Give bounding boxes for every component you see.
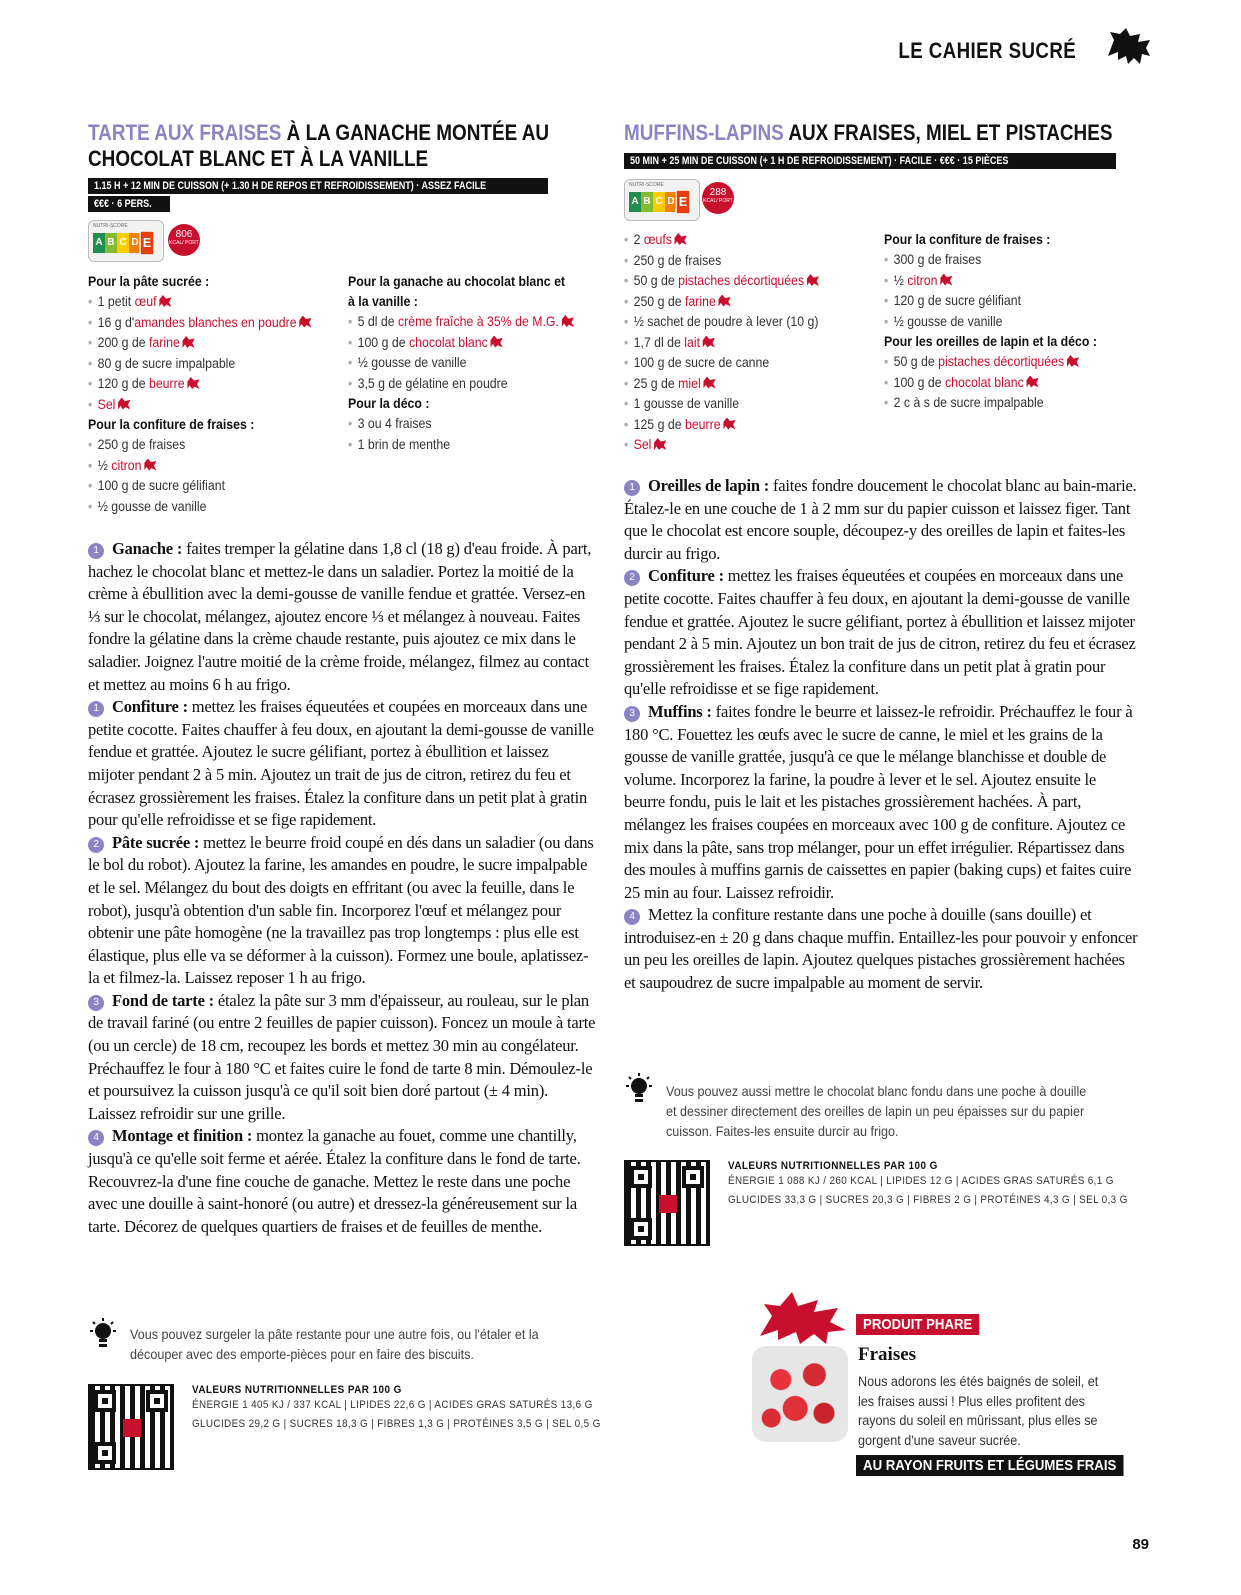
nutri-score-letter: D [129,233,141,253]
ingredient-item: • 100 g de sucre de canne [624,352,853,373]
step-number: 3 [88,995,104,1011]
ingredient-item: • 1 petit œuf [88,291,308,312]
lightbulb-icon [624,1073,654,1109]
page-number: 89 [1132,1536,1149,1553]
lion-brand-icon [144,459,156,471]
ingredient-item: • 3,5 g de gélatine en poudre [348,373,568,394]
lion-brand-icon [562,315,574,327]
step-text: faites fondre doucement le chocolat blanc au bain-marie. Étalez-le en une couche de 1 à 2 mm sur du papier cuisson et laissez figer. Tant que le chocolat est encore souple, découpez-y des oreilles de lapin et faites-les durcir au frigo. [624,476,1137,563]
ingredient-item: • 16 g d'amandes blanches en poudre [88,312,308,333]
ingredient-item: • 120 g de beurre [88,373,308,394]
ingredient-item: • 1,7 dl de lait [624,332,853,353]
lightbulb-icon [88,1318,118,1354]
ingredient-brand-link: Sel [97,395,116,412]
ingredient-item: • ½ gousse de vanille [88,496,308,517]
qr-code-1[interactable] [88,1384,174,1470]
lion-brand-icon [1067,355,1079,367]
step-title: Ganache : [112,539,183,558]
ingredient-heading: Pour les oreilles de lapin et la déco : [884,333,1097,349]
lion-brand-icon [675,233,687,245]
lion-brand-icon [718,295,730,307]
ingredient-item: • 80 g de sucre impalpable [88,353,308,374]
recipe-1-steps [88,538,598,1238]
recipe-step [88,990,598,1126]
lion-logo-icon [1106,26,1152,66]
kcal-badge: 806 KCAL/ PORT [168,224,200,256]
recipe-1-meta-line2: €€€ · 6 PERS. [88,196,170,212]
ingredient-item [624,434,853,455]
recipe-step [88,1125,598,1238]
nutri-score-letter: D [665,192,677,212]
ingredient-heading: Pour la confiture de fraises : [88,416,255,432]
step-number: 2 [624,570,640,586]
ingredient-brand-link: œuf [134,293,157,309]
nutri-score-letter: A [93,233,105,253]
step-title: Confiture : [648,566,724,586]
step-text: faites fondre le beurre et laissez-le refroidir. Préchauffez le four à 180 °C. Fouettez les œufs avec le sucre de canne, le miel et les grains de la gousse de vanille grattée, jusqu'à ce que le mélange blanchisse et double de volume. Incorporez la farine, la poudre à lever et le sel. Ajoutez ensuite le beurre fondu, puis le lait et les pistaches grossièrement hachées. À part, mélangez les fraises coupées en morceaux avec 100 g de confiture. Ajoutez ce mix dans la pâte, sans trop mélanger, pour un effet irrégulier. Répartissez dans des moules à muffins garnis de caissettes en papier (baking cups) et faites cuire 25 min au four. Laissez refroidir. [624,701,1133,902]
recipe-2-tip: Vous pouvez aussi mettre le chocolat blanc fondu dans une poche à douille et dessiner directement des oreilles de lapin un peu épaisses sur du papier cuisson. Faites-les ensuite durcir au frigo. [666,1083,1087,1139]
lion-brand-icon [723,418,735,430]
ingredient-item: • 125 g de beurre [624,414,853,435]
nutri-score-letter: A [629,192,641,212]
red-lion-icon [756,1286,852,1346]
step-title: Montage et finition : [112,1126,253,1146]
strawberries-image [752,1346,848,1442]
recipe-step [624,565,1139,701]
nutri-score-letter: C [117,233,129,253]
ingredient-item [88,394,308,415]
section-title: LE CAHIER SUCRÉ [898,38,1076,63]
step-text: mettez les fraises équeutées et coupées en morceaux dans une petite cocotte. Faites chauffer à feu doux, en ajoutant la demi-gousse de vanille fendue et grattée. Ajoutez le sucre gélifiant, portez à ébullition et laissez mijoter pendant 2 à 5 min. Ajoutez un trait de jus de citron, retirez du feu et écrasez grossièrement les fraises. Étalez la confiture dans un petit plat à gratin pour qu'elle refroidisse et se fige rapidement. [88,697,594,830]
step-title: Fond de tarte : [112,990,214,1010]
ingredient-item: • 100 g de chocolat blanc [348,332,568,353]
recipe-1-nutrition: VALEURS NUTRITIONNELLES PAR 100 G ÉNERGIE 1 405 KJ / 337 KCAL | LIPIDES 22,6 G | ACIDES GRAS SATURÉS 13,6 G GLUCIDES 29,2 G | SUCRES 18,3 G | FIBRES 1,3 G | PROTÉINES 3,5 G | SEL 0,5 G [192,1384,601,1430]
ingredient-item: • 2 œufs [624,229,853,250]
recipe-1-meta-line1: 1.15 H + 12 MIN DE CUISSON (+ 1.30 H DE REPOS ET REFROIDISSEMENT) · ASSEZ FACILE [88,178,548,194]
product-badge: PRODUIT PHARE [856,1314,996,1335]
lion-brand-icon [182,336,194,348]
step-text: montez la ganache au fouet, comme une chantilly, jusqu'à ce qu'elle soit ferme et aérée. Étalez la confiture dans le fond de tarte. Recouvrez-la d'une fine couche de ganache. Mettez le reste dans une poche avec une douille à saint-honoré (ou autre) et dressez-la généreusement sur la tarte. Décorez de quelques quartiers de fraises et de feuilles de menthe. [88,1126,581,1236]
step-text: mettez le beurre froid coupé en dés dans un saladier (ou dans le bol du robot). Ajoutez la farine, les amandes en poudre, le sucre impalpable et le sel. Mélangez du bout des doigts en effritant (ou avec la feuille, dans le robot), jusqu'à obtention d'un sable fin. Incorporez l'œuf et mélangez pour obtenir une pâte homogène (ne la travaillez pas trop longtemps : plus elle est élastique, plus elle va se déformer à la cuisson). Formez une boule, aplatissez-la et filmez-la. Laissez reposer 1 h au frigo. [88,832,594,988]
step-number: 2 [88,837,104,853]
recipe-2-meta [624,151,1116,169]
nutri-score-badge-2: NUTRI-SCORE A B C D E [624,179,700,221]
recipe-step [624,904,1139,994]
ingredient-item: • 5 dl de crème fraîche à 35% de M.G. [348,311,568,332]
recipe-1-tip: Vous pouvez surgeler la pâte restante pour une autre fois, ou l'étaler et la découper avec des emporte-pièces pour en faire des biscuits. [130,1326,539,1362]
nutri-score-letter: E [140,231,155,256]
ingredient-brand-link: amandes blanches en poudre [134,313,297,330]
step-title: Confiture : [112,697,188,717]
ingredient-item: • 50 g de pistaches décortiquées [624,270,853,291]
recipe-2-nutrition: VALEURS NUTRITIONNELLES PAR 100 G ÉNERGIE 1 088 KJ / 260 KCAL | LIPIDES 12 G | ACIDES GRAS SATURÉS 6,1 G GLUCIDES 33,3 G | SUCRES 20,3 G | FIBRES 2 G | PROTÉINES 4,3 G | SEL 0,3 G [728,1160,1128,1206]
product-description: Nous adorons les étés baignés de soleil, et les fraises aussi ! Plus elles profitent des rayons du soleil en mûrissant, plus elles se gorgent d'une saveur sucrée. [858,1373,1099,1448]
recipe-step [624,701,1139,904]
recipe-2-meta-line1: 50 MIN + 25 MIN DE CUISSON (+ 1 H DE REFROIDISSEMENT) · FACILE · €€€ · 15 PIÈCES [624,153,1116,169]
ingredient-brand-link: miel [678,374,701,391]
recipe-1-ingredients-col2 [348,271,598,454]
ingredient-item: • ½ citron [88,455,308,476]
ingredient-heading: Pour la pâte sucrée : [88,273,210,289]
step-text: faites tremper la gélatine dans 1,8 cl (18 g) d'eau froide. À part, hachez le chocolat blanc et mettez-le dans un saladier. Portez la moitié de la crème à ébullition avec la demi-gousse de vanille fendue et grattée. Versez-en ⅓ sur le chocolat, mélangez, ajoutez encore ⅓ et mélangez à nouveau. Faites fondre la gélatine dans la crème chaude restante, puis ajoutez ce mix dans le saladier. Joignez l'autre moitié de la crème froide, mélangez, filmez au contact et mettez au moins 6 h au frigo. [88,539,592,694]
product-rayon: AU RAYON FRUITS ET LÉGUMES FRAIS [856,1455,1160,1476]
ingredient-heading: Pour la ganache au chocolat blanc et [348,273,566,289]
ingredient-item: • 50 g de pistaches décortiquées [884,351,1113,372]
nutri-score-letter: B [105,233,117,253]
ingredient-brand-link: farine [148,334,180,350]
lion-brand-icon [1026,376,1038,388]
ingredient-heading: Pour la déco : [348,395,430,411]
ingredient-brand-link: chocolat blanc [944,373,1024,390]
recipe-1-meta [88,176,548,212]
ingredient-item: • 250 g de farine [624,291,853,312]
ingredient-brand-link: beurre [148,375,185,391]
ingredient-item: • 250 g de fraises [88,434,308,455]
ingredient-item: • ½ sachet de poudre à lever (10 g) [624,311,853,332]
recipe-1 [88,120,608,172]
recipe-step [88,696,598,832]
nutri-score-scale [93,233,153,253]
recipe-2-ingredients-col1 [624,229,884,455]
ingredient-brand-link: Sel [633,436,652,452]
nutri-score-letter: E [676,190,691,215]
lion-brand-icon [187,377,199,389]
lion-brand-icon [490,336,502,348]
lion-brand-icon [159,295,171,307]
ingredient-item: • 300 g de fraises [884,249,1113,270]
ingredient-brand-link: citron [907,271,938,288]
recipe-1-ingredients-col1 [88,271,338,516]
step-text: mettez les fraises équeutées et coupées en morceaux dans une petite cocotte. Faites chauffer à feu doux, en ajoutant la demi-gousse de vanille fendue et grattée. Ajoutez le sucre gélifiant, portez à ébullition et laissez mijoter pendant 2 à 5 min. Ajoutez un bon trait de jus de citron, retirez du feu et écrasez grossièrement les fraises. Étalez la confiture dans un petit plat à gratin pour qu'elle refroidisse et se fige rapidement. [624,566,1136,699]
ingredient-item: • 25 g de miel [624,373,853,394]
ingredient-item: • ½ citron [884,270,1113,291]
lion-brand-icon [118,398,130,410]
lion-brand-icon [703,377,715,389]
ingredient-item: • ½ gousse de vanille [348,352,568,373]
ingredient-item: • 200 g de farine [88,332,308,353]
lion-brand-icon [703,336,715,348]
lion-brand-icon [940,274,952,286]
recipe-step [624,475,1139,565]
ingredient-brand-link: pistaches décortiquées [678,272,805,288]
step-number: 3 [624,706,640,722]
lion-brand-icon [654,438,666,450]
ingredient-brand-link: œufs [643,231,672,247]
lion-brand-icon [807,274,819,286]
ingredient-item: • ½ gousse de vanille [884,311,1113,332]
ingredient-brand-link: lait [684,333,701,350]
step-title: Oreilles de lapin : [648,476,770,495]
step-title: Muffins : [648,701,712,721]
step-title: Pâte sucrée : [112,832,200,852]
step-number: 4 [88,1130,104,1146]
recipe-step [88,832,598,990]
nutri-score-scale-2 [629,192,689,212]
ingredient-item: • 1 gousse de vanille [624,393,853,414]
recipe-2-title: MUFFINS-LAPINS AUX FRAISES, MIEL ET PISTACHES [624,120,1113,145]
ingredient-brand-link: pistaches décortiquées [938,353,1065,369]
step-text: étalez la pâte sur 3 mm d'épaisseur, au rouleau, sur le plan de travail fariné (ou entre 2 feuilles de papier cuisson). Foncez un moule à tarte (ou un cercle) de 18 cm, recoupez les bords et mettez 30 min au congélateur. Préchauffez le four à 180 °C et faites cuire le fond de tarte 8 min. Démoulez-le et poursuivez la cuisson jusqu'à ce qu'il soit bien doré partout (± 4 min). Laissez refroidir sur une grille. [88,990,596,1123]
lion-brand-icon [299,316,311,328]
step-number: 4 [624,909,640,925]
ingredient-brand-link: chocolat blanc [408,333,488,350]
ingredient-brand-link: farine [684,292,716,309]
nutri-score-letter: C [653,192,665,212]
recipe-2-ingredients-col2 [884,229,1144,413]
kcal-badge-2: 288 KCAL/ PORT [702,182,734,214]
ingredient-item: • 100 g de chocolat blanc [884,372,1113,393]
recipe-1-title: TARTE AUX FRAISES À LA GANACHE MONTÉE AU CHOCOLAT BLANC ET À LA VANILLE [88,120,550,171]
ingredient-heading: à la vanille : [348,293,418,309]
ingredient-item: • 120 g de sucre gélifiant [884,290,1113,311]
recipe-2 [624,120,1164,146]
nutri-score-letter: B [641,192,653,212]
step-text: Mettez la confiture restante dans une poche à douille (sans douille) et introduisez-en ± 20 g dans chaque muffin. Entaillez-les pour pouvoir y enfoncer un peu les oreilles de lapin. Ajoutez quelques pistaches grossièrement hachées et saupoudrez de sucre impalpable au moment de servir. [624,905,1138,993]
product-name: Fraises [858,1344,917,1365]
ingredient-brand-link: beurre [684,415,721,432]
ingredient-item: • 1 brin de menthe [348,434,568,455]
step-number: 1 [624,480,640,496]
step-number: 1 [88,543,104,559]
ingredient-heading: Pour la confiture de fraises : [884,231,1051,247]
ingredient-item: • 250 g de fraises [624,250,853,271]
ingredient-brand-link: citron [111,456,142,473]
ingredient-item: • 2 c à s de sucre impalpable [884,392,1113,413]
step-number: 1 [88,701,104,717]
nutri-score-badge: NUTRI-SCORE A B C D E [88,220,164,262]
ingredient-brand-link: crème fraîche à 35% de M.G. [398,313,559,329]
recipe-2-steps [624,475,1139,995]
ingredient-item: • 3 ou 4 fraises [348,413,568,434]
recipe-step [88,538,598,696]
ingredient-item: • 100 g de sucre gélifiant [88,475,308,496]
qr-code-2[interactable] [624,1160,710,1246]
